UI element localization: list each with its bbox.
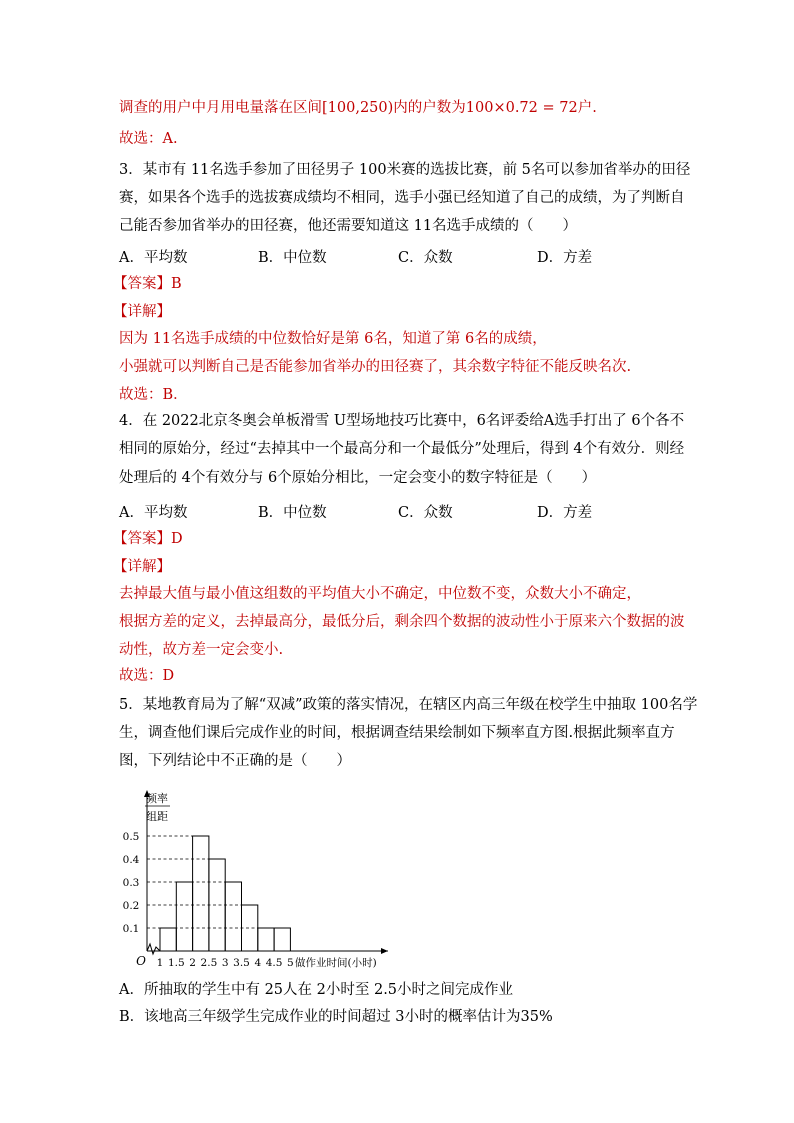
q4-option-c: C．众数	[398, 505, 453, 521]
y-tick-label: 0.2	[122, 900, 140, 912]
x-tick-label: 3	[221, 957, 229, 969]
question-5-line-1: 5．某地教育局为了解“双减”政策的落实情况，在辖区内高三年级在校学生中抽取 100名学	[119, 697, 698, 713]
histogram-bar	[209, 859, 225, 951]
q3-explain-line-2: 小强就可以判断自己是否能参加省举办的田径赛了，其余数字特征不能反映名次.	[119, 359, 632, 375]
q4-explain-choose: 故选：D	[119, 668, 175, 684]
y-label-denominator: 组距	[146, 810, 168, 823]
question-4-line-2: 相同的原始分，经过“去掉其中一个最高分和一个最低分”处理后，得到 4个有效分．则经	[119, 441, 685, 457]
q4-detail-heading: 【详解】	[113, 559, 171, 575]
histogram-bar	[274, 928, 290, 951]
x-tick-label: 5	[287, 957, 294, 969]
q4-option-b: B．中位数	[258, 505, 327, 521]
q3-explain-choose: 故选：B．	[119, 387, 188, 403]
x-axis-arrow	[381, 948, 388, 954]
y-label-numerator: 频率	[146, 792, 168, 805]
q3-option-b: B．中位数	[258, 250, 327, 266]
x-tick-label: 1	[156, 957, 164, 969]
x-axis-label: 做作业时间(小时)	[295, 957, 377, 969]
histogram-bar	[193, 836, 209, 951]
x-tick-label: 2.5	[200, 957, 218, 969]
q3-explain-line-1: 因为 11名选手成绩的中位数恰好是第 6名，知道了第 6名的成绩，	[119, 331, 547, 347]
x-tick-label: 4	[254, 957, 262, 969]
q3-option-c: C．众数	[398, 250, 453, 266]
x-tick-label: 1.5	[167, 957, 185, 969]
y-tick-label: 0.3	[122, 877, 140, 889]
q4-explain-line-2: 根据方差的定义，去掉最高分，最低分后，剩余四个数据的波动性小于原来六个数据的波	[119, 614, 685, 630]
histogram-bar	[258, 928, 274, 951]
question-3-line-2: 赛，如果各个选手的选拔赛成绩均不相同，选手小强已经知道了自己的成绩，为了判断自	[119, 190, 685, 206]
histogram-bar	[160, 928, 176, 951]
histogram-bar	[176, 882, 192, 951]
line-interval-result: 调查的用户中月用电量落在区间[100,250)内的户数为100×0.72 = 72户.	[119, 100, 597, 116]
axis-break-mark	[147, 944, 160, 954]
question-4-line-1: 4．在 2022北京冬奥会单板滑雪 U型场地技巧比赛中，6名评委给A选手打出了 6个各不	[119, 413, 685, 429]
q3-option-a: A．平均数	[119, 250, 188, 266]
question-3-line-1: 3．某市有 11名选手参加了田径男子 100米赛的选拔比赛，前 5名可以参加省举办的田径	[119, 162, 691, 178]
question-5-line-2: 生，调查他们课后完成作业的时间，根据调查结果绘制如下频率直方图.根据此频率直方	[119, 725, 675, 741]
x-tick-label: 3.5	[233, 957, 250, 969]
q3-answer: 【答案】B	[113, 276, 182, 292]
q5-option-a: A．所抽取的学生中有 25人在 2小时至 2.5小时之间完成作业	[119, 982, 514, 998]
question-4-line-3: 处理后的 4个有效分与 6个原始分相比，一定会变小的数字特征是（ ）	[119, 470, 597, 486]
question-3-line-3: 己能否参加省举办的田径赛，他还需要知道这 11名选手成绩的（ ）	[119, 218, 578, 234]
q4-option-a: A．平均数	[119, 505, 188, 521]
q4-explain-line-3: 动性，故方差一定会变小.	[119, 642, 284, 658]
x-tick-label: 2	[189, 957, 196, 969]
y-tick-label: 0.5	[122, 831, 140, 843]
line-choose-a: 故选：A.	[119, 131, 178, 147]
x-tick-label: 4.5	[265, 957, 283, 969]
y-tick-label: 0.4	[122, 854, 140, 866]
q4-explain-line-1: 去掉最大值与最小值这组数的平均值大小不确定，中位数不变，众数大小不确定，	[119, 586, 641, 602]
q3-option-d: D．方差	[537, 250, 593, 266]
q3-detail-heading: 【详解】	[113, 304, 171, 320]
y-tick-label: 0.1	[122, 923, 140, 935]
histogram-bar	[225, 882, 241, 951]
q4-option-d: D．方差	[537, 505, 593, 521]
q5-option-b: B．该地高三年级学生完成作业的时间超过 3小时的概率估计为35%	[119, 1009, 553, 1025]
histogram-bar	[242, 905, 258, 951]
q4-answer: 【答案】D	[113, 531, 183, 547]
question-5-line-3: 图，下列结论中不正确的是（ ）	[119, 753, 351, 769]
origin-label: O	[136, 954, 146, 968]
